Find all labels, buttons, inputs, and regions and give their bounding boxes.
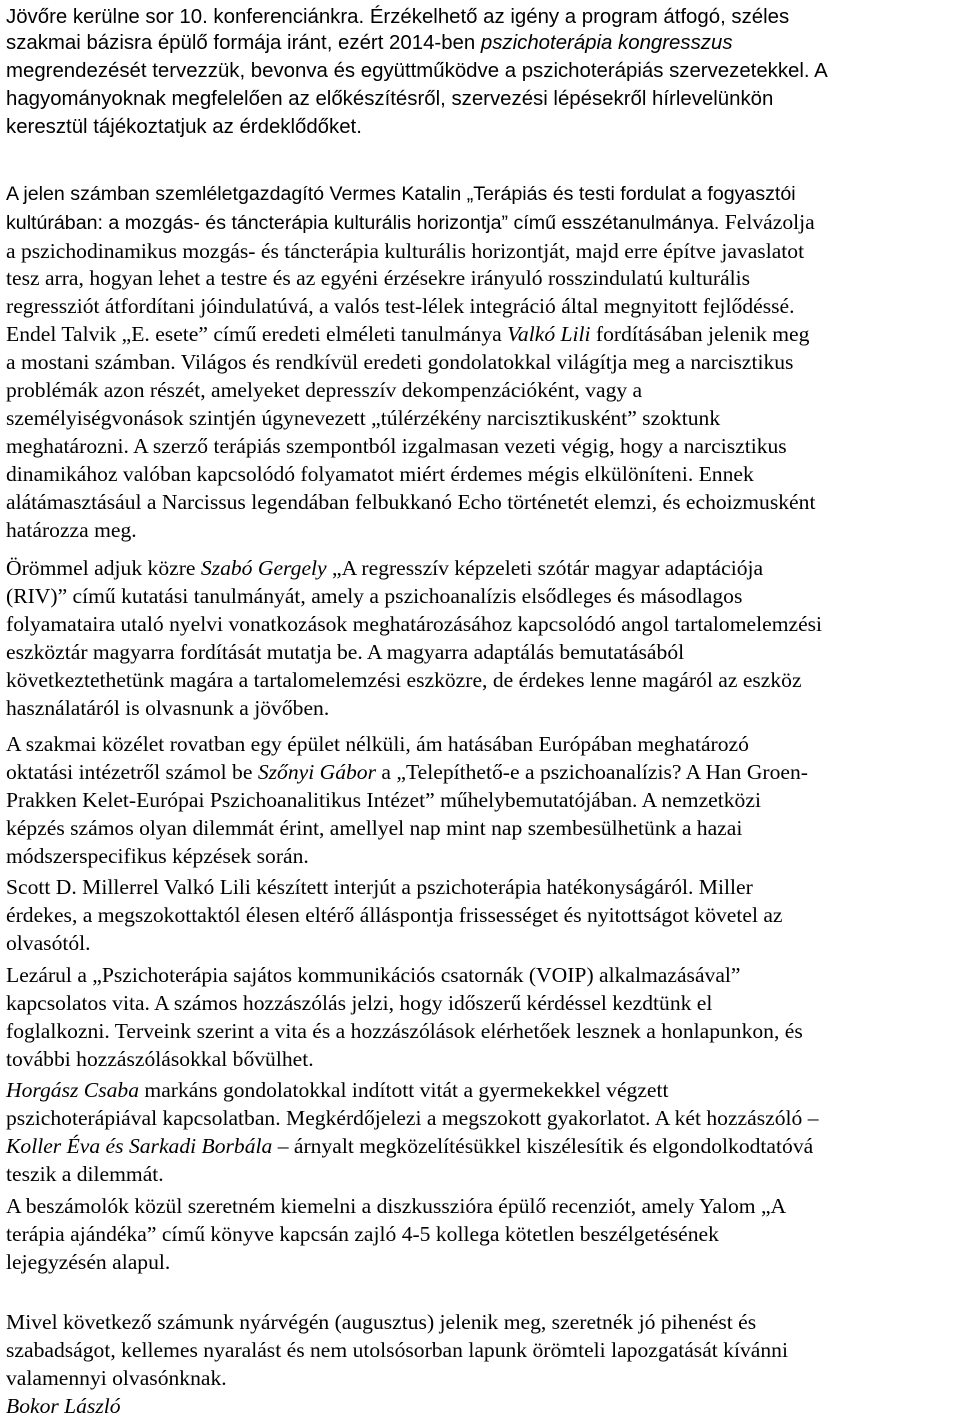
text-line: érdekes, a megszokottaktól élesen eltérő álláspontja frissességet és nyitottságot követel az	[6, 903, 783, 927]
text-line: képzés számos olyan dilemmát érint, amellyel nap mint nap szembesülhetünk a hazai	[6, 816, 743, 840]
text-line: keresztül tájékoztatjuk az érdeklődőket.	[6, 116, 362, 138]
text-line: eszköztár magyarra fordítását mutatja be. A magyarra adaptálás bemutatásából	[6, 640, 685, 664]
text-line: szakmai bázisra épülő formája iránt, ezért 2014-ben pszichoterápia kongresszus	[6, 32, 733, 54]
text-line: valamennyi olvasónknak.	[6, 1366, 227, 1390]
text-line: módszerspecifikus képzések során.	[6, 844, 309, 868]
text-line: foglalkozni. Terveink szerint a vita és a hozzászólások elérhetőek lesznek a honlapunkon, és	[6, 1019, 803, 1043]
text-line: további hozzászólásokkal bővülhet.	[6, 1047, 314, 1071]
text-line: tesz arra, hogyan lehet a testre és az egyéni érzésekre irányuló rosszindulatú kulturális	[6, 266, 751, 290]
text-line: Mivel következő számunk nyárvégén (augusztus) jelenik meg, szeretnék jó pihenést és	[6, 1310, 757, 1334]
text-line: alátámasztásául a Narcissus legendában felbukkanó Echo történetét elemzi, és echoizmusként	[6, 490, 816, 514]
text-line: a mostani számban. Világos és rendkívül eredeti gondolatokkal világítja meg a narcisztikus	[6, 350, 794, 374]
text-line: olvasótól.	[6, 931, 91, 955]
text-line: Horgász Csaba markáns gondolatokkal indított vitát a gyermekekkel végzett	[6, 1078, 669, 1102]
text-line: A szakmai közélet rovatban egy épület nélküli, ám hatásában Európában meghatározó	[6, 732, 749, 756]
text-line: oktatási intézetről számol be Szőnyi Gábor a „Telepíthető-e a pszichoanalízis? A Han Groen-	[6, 760, 808, 784]
text-line: regressziót átfordítani jóindulatúvá, a valós test-lélek integráció által megnyitott fejlődéssé.	[6, 294, 795, 318]
italic-term: pszichoterápia kongresszus	[480, 32, 733, 54]
text-line: személyiségvonások szintjén úgynevezett „túlérzékény narcisztikusként” szoktunk	[6, 406, 721, 430]
text-line: A jelen számban szemléletgazdagító Vermes Katalin „Terápiás és testi fordulat a fogyasztói	[6, 183, 796, 205]
text-line: pszichoterápiával kapcsolatban. Megkérdőjelezi a megszokott gyakorlatot. A két hozzászóló –	[6, 1106, 819, 1130]
italic-name: Koller Éva és Sarkadi Borbála	[6, 1134, 273, 1158]
text-line: szabadságot, kellemes nyaralást és nem utolsósorban lapunk örömteli lapozgatását kívánni	[6, 1338, 788, 1362]
text-line: használatáról is olvasnunk a jövőben.	[6, 696, 330, 720]
text-line: A beszámolók közül szeretném kiemelni a diszkusszióra épülő recenziót, amely Yalom „A	[6, 1194, 787, 1218]
text-line: hagyományoknak megfelelően az előkészítésről, szervezési lépésekről hírlevelünkön	[6, 88, 774, 110]
text-line: megrendezését tervezzük, bevonva és együttműködve a pszichoterápiás szervezetekkel. A	[6, 60, 828, 82]
text-line: terápia ajándéka” című könyve kapcsán zajló 4-5 kollega kötetlen beszélgetésének	[6, 1222, 719, 1246]
text-line: (RIV)” című kutatási tanulmányát, amely a pszichoanalízis elsődleges és másodlagos	[6, 584, 743, 608]
italic-name: Szőnyi Gábor	[257, 760, 377, 784]
text-line: lejegyzésén alapul.	[6, 1250, 171, 1274]
italic-name: Horgász Csaba	[6, 1078, 139, 1102]
text-line: Lezárul a „Pszichoterápia sajátos kommunikációs csatornák (VOIP) alkalmazásával”	[6, 963, 741, 987]
text-line: Jövőre kerülne sor 10. konferenciánkra. Érzékelhető az igény a program átfogó, széles	[6, 6, 790, 28]
text-line: kultúrában: a mozgás- és táncterápia kulturális horizontja” című esszétanulmánya. Felvázolja	[6, 210, 815, 234]
text-line: Prakken Kelet-Európai Pszichoanalitikus Intézet” műhelybemutatójában. A nemzetközi	[6, 788, 761, 812]
text-line: kapcsolatos vita. A számos hozzászólás jelzi, hogy időszerű kérdéssel kezdtünk el	[6, 991, 713, 1015]
text-line: folyamataira utaló nyelvi vonatkozások meghatározásához kapcsolódó angol tartalomelemzési	[6, 612, 823, 636]
text-line: Örömmel adjuk közre Szabó Gergely „A regresszív képzeleti szótár magyar adaptációja	[6, 556, 764, 580]
text-line: Koller Éva és Sarkadi Borbála – árnyalt megközelítésükkel kiszélesítik és elgondolkodtatóvá	[6, 1134, 814, 1158]
text-line: következtethetünk magára a tartalomelemzési eszközre, de érdekes lenne magáról az eszköz	[6, 668, 802, 692]
author-signature: Bokor László	[6, 1394, 121, 1418]
text-line: teszik a dilemmát.	[6, 1162, 164, 1186]
text-line: Endel Talvik „E. esete” című eredeti elméleti tanulmánya Valkó Lili fordításában jelenik meg	[6, 322, 810, 346]
text-line: problémák azon részét, amelyeket depresszív dekompenzációként, vagy a	[6, 378, 643, 402]
text-line: dinamikához valóban kapcsolódó folyamatot miért érdemes mégis elkülöníteni. Ennek	[6, 462, 754, 486]
text-line: meghatározni. A szerző terápiás szempontból izgalmasan vezeti végig, hogy a narcisztikus	[6, 434, 787, 458]
text-line: a pszichodinamikus mozgás- és táncterápia kulturális horizontját, majd erre építve javaslatot	[6, 239, 805, 263]
italic-name: Szabó Gergely	[200, 556, 327, 580]
text-line: Scott D. Millerrel Valkó Lili készített interjút a pszichoterápia hatékonyságáról. Miller	[6, 875, 753, 899]
italic-name: Valkó Lili	[507, 322, 591, 346]
text-line: határozza meg.	[6, 518, 137, 542]
